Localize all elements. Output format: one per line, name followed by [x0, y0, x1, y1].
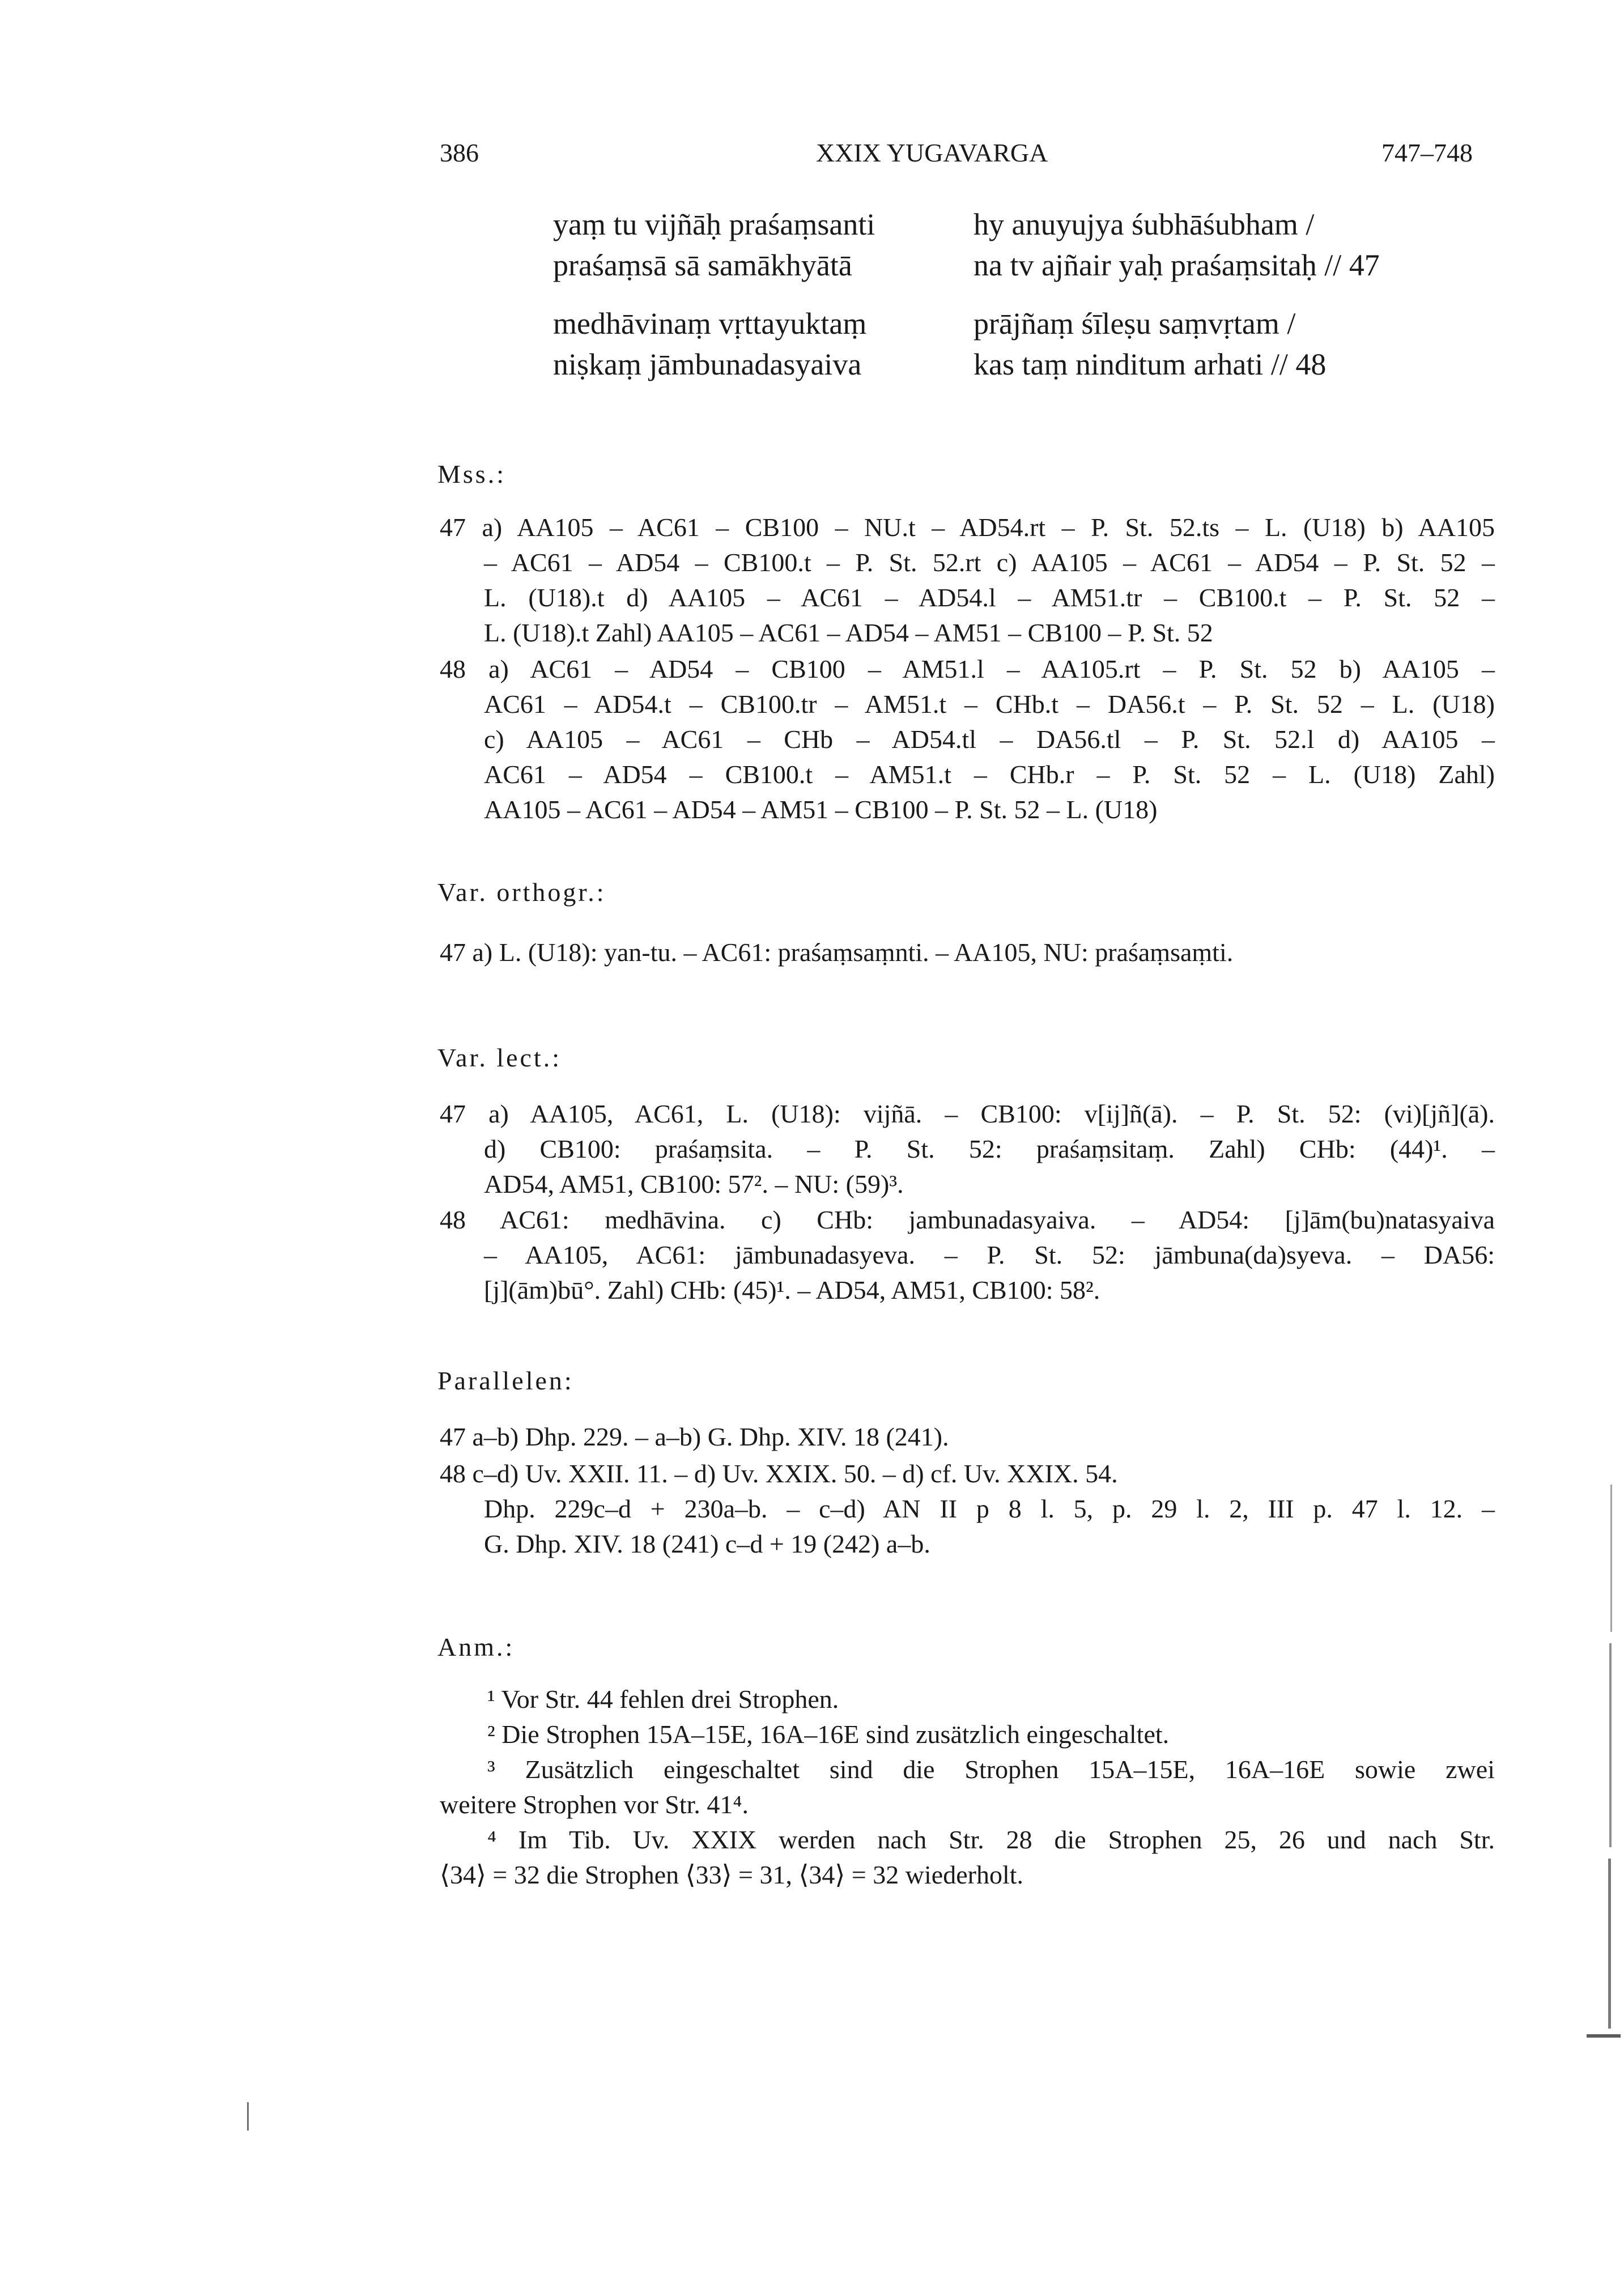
var-lect-entry-48 [440, 1202, 1495, 1308]
footnote-4: ⁴ Im Tib. Uv. XXIX werden nach Str. 28 die Strophen 25, 26 und nach Str. [487, 1825, 1495, 1854]
apparatus-line: G. Dhp. XIV. 18 (241) c–d + 19 (242) a–b. [484, 1529, 930, 1558]
mss-entry-48 [440, 652, 1495, 827]
verse-48-left [553, 303, 866, 385]
page-number: 386 [440, 138, 479, 167]
apparatus-line: 48 c–d) Uv. XXII. 11. – d) Uv. XXIX. 50. – d) cf. Uv. XXIX. 54. [440, 1459, 1118, 1488]
apparatus-line: 47 a) L. (U18): yan-tu. – AC61: praśaṃsaṃnti. – AA105, NU: praśaṃsaṃti. [440, 938, 1234, 967]
section-heading-parallelen: Parallelen: [437, 1366, 574, 1395]
apparatus-line: L. (U18).t d) AA105 – AC61 – AD54.l – AM51.tr – CB100.t – P. St. 52 – [484, 583, 1495, 612]
parallelen-entry-47 [440, 1419, 1495, 1455]
section-heading-mss: Mss.: [437, 460, 506, 488]
apparatus-line: AA105 – AC61 – AD54 – AM51 – CB100 – P. St. 52 – L. (U18) [484, 795, 1158, 824]
apparatus-line: 47 a) AA105, AC61, L. (U18): vijñā. – CB100: v[ij]ñ(ā). – P. St. 52: (vi)[jñ](ā). [440, 1099, 1495, 1128]
var-lect-entry-47 [440, 1096, 1495, 1202]
footnote-4-cont: ⟨34⟩ = 32 die Strophen ⟨33⟩ = 31, ⟨34⟩ = 32 wiederholt. [440, 1860, 1024, 1889]
verse-47-left [553, 204, 875, 286]
verse-line: na tv ajñair yaḥ praśaṃsitaḥ // 47 [973, 248, 1380, 282]
apparatus-line: – AC61 – AD54 – CB100.t – P. St. 52.rt c) AA105 – AC61 – AD54 – P. St. 52 – [484, 548, 1495, 577]
verse-47-right [973, 204, 1380, 286]
footnote-3: ³ Zusätzlich eingeschaltet sind die Strophen 15A–15E, 16A–16E sowie zwei [487, 1755, 1495, 1784]
verse-line: praśaṃsā sā samākhyātā [553, 248, 852, 282]
parallelen-entry-48 [440, 1456, 1495, 1562]
apparatus-line: L. (U18).t Zahl) AA105 – AC61 – AD54 – AM51 – CB100 – P. St. 52 [484, 618, 1213, 647]
var-orthogr-entry-47 [440, 935, 1495, 970]
footnote-1: ¹ Vor Str. 44 fehlen drei Strophen. [487, 1685, 839, 1714]
apparatus-line: AC61 – AD54 – CB100.t – AM51.t – CHb.r – P. St. 52 – L. (U18) Zahl) [484, 760, 1495, 789]
section-heading-var-orthogr: Var. orthogr.: [437, 878, 606, 907]
apparatus-line: c) AA105 – AC61 – CHb – AD54.tl – DA56.tl – P. St. 52.l d) AA105 – [484, 725, 1495, 754]
verse-line: prājñaṃ śīleṣu saṃvṛtam / [973, 307, 1296, 341]
scan-edge-mark [1610, 1485, 1612, 1632]
apparatus-line: 47 a) AA105 – AC61 – CB100 – NU.t – AD54.rt – P. St. 52.ts – L. (U18) b) AA105 [440, 513, 1495, 542]
anm-notes [440, 1682, 1495, 1893]
apparatus-line: 47 a–b) Dhp. 229. – a–b) G. Dhp. XIV. 18 (241). [440, 1422, 949, 1451]
apparatus-line: AD54, AM51, CB100: 57². – NU: (59)³. [484, 1170, 904, 1198]
apparatus-line: [j](ām)bū°. Zahl) CHb: (45)¹. – AD54, AM51, CB100: 58². [484, 1275, 1100, 1304]
verse-range: 747–748 [1381, 138, 1473, 167]
verse-line: kas taṃ ninditum arhati // 48 [973, 347, 1327, 381]
apparatus-line: Dhp. 229c–d + 230a–b. – c–d) AN II p 8 l. 5, p. 29 l. 2, III p. 47 l. 12. – [484, 1494, 1495, 1523]
apparatus-line: 48 AC61: medhāvina. c) CHb: jambunadasyaiva. – AD54: [j]ām(bu)natasyaiva [440, 1205, 1495, 1234]
mss-entry-47 [440, 510, 1495, 650]
scan-edge-mark [1587, 2034, 1621, 2038]
scan-edge-mark [247, 2102, 249, 2131]
apparatus-line: AC61 – AD54.t – CB100.tr – AM51.t – CHb.t – DA56.t – P. St. 52 – L. (U18) [484, 690, 1495, 718]
footnote-2: ² Die Strophen 15A–15E, 16A–16E sind zusätzlich eingeschaltet. [487, 1720, 1170, 1749]
verse-line: medhāvinaṃ vṛttayuktaṃ [553, 307, 867, 341]
running-title: XXIX YUGAVARGA [816, 138, 1048, 167]
verse-48-right [973, 303, 1326, 385]
apparatus-line: d) CB100: praśaṃsita. – P. St. 52: praśaṃsitaṃ. Zahl) CHb: (44)¹. – [484, 1134, 1495, 1163]
footnote-3-cont: weitere Strophen vor Str. 41⁴. [440, 1790, 749, 1819]
section-heading-anm: Anm.: [437, 1632, 515, 1661]
scan-edge-mark [1609, 1643, 1612, 1847]
section-heading-var-lect: Var. lect.: [437, 1043, 562, 1072]
scan-edge-mark [1608, 1859, 1611, 2029]
apparatus-line: – AA105, AC61: jāmbunadasyeva. – P. St. 52: jāmbuna(da)syeva. – DA56: [484, 1240, 1495, 1269]
apparatus-line: 48 a) AC61 – AD54 – CB100 – AM51.l – AA105.rt – P. St. 52 b) AA105 – [440, 654, 1495, 683]
verse-line: niṣkaṃ jāmbunadasyaiva [553, 347, 862, 381]
verse-line: yaṃ tu vijñāḥ praśaṃsanti [553, 207, 875, 241]
verse-line: hy anuyujya śubhāśubham / [973, 207, 1315, 241]
